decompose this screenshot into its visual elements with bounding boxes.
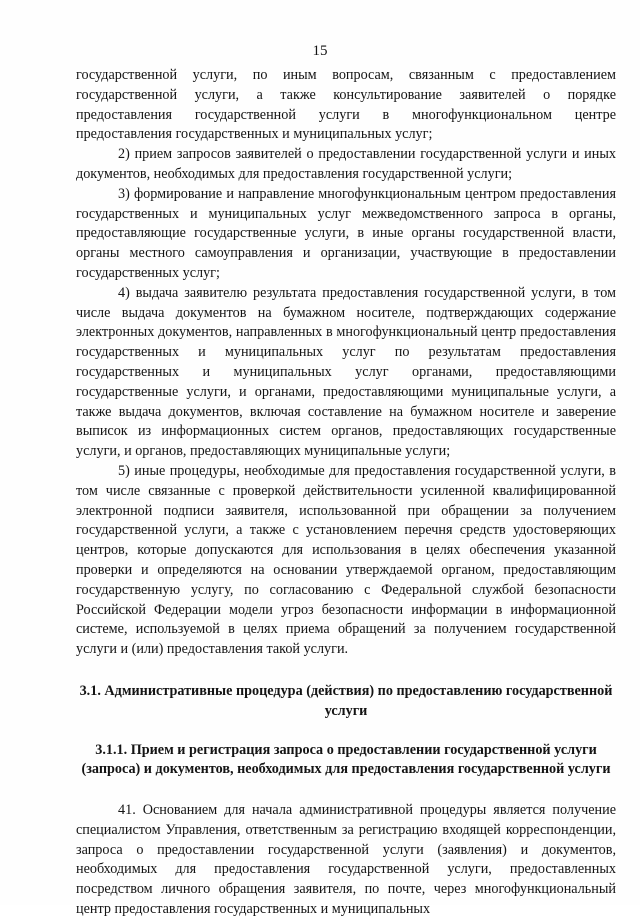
document-body: [76, 66, 616, 920]
list-item-4: 4) выдача заявителю результата предоставления государственной услуги, в том числе выдача документов на бумажном носителе, подтверждающих содержание электронных документов, направленных в многофункциональный центр предоставления государственных и муниципальных услуг по результатам предоставления государственных и муниципальных услуг органами, предоставляющими государственные услуги, и органами, предоставляющими муниципальные услуги, а также выдача документов, включая составление на бумажном носителе и заверение выписок из информационных систем органов, предоставляющих государственные услуги, и органов, предоставляющих муниципальные услуги;: [76, 284, 616, 460]
section-heading-3-1: 3.1. Административные процедура (действия) по предоставлению государственной услуги: [79, 682, 613, 719]
page-number: 15: [312, 43, 328, 59]
list-item-2: 2) прием запросов заявителей о предоставлении государственной услуги и иных документов, необходимых для предоставления государственной услуги;: [76, 146, 616, 182]
list-item-3: 3) формирование и направление многофункциональным центром предоставления государственных и муниципальных услуг межведомственного запроса в органы, предоставляющие государственные услуги, в иные органы государственной власти, органы местного самоуправления и организации, участвующие в предоставлении государственных услуг;: [76, 185, 616, 281]
list-item-5: 5) иные процедуры, необходимые для предоставления государственной услуги, в том числе связанные с проверкой действительности усиленной квалифицированной электронной подписи заявителя, использованной при обращении за получением государственной услуги, а также с установлением перечня средств удостоверяющих центров, которые допускаются для использования в целях обеспечения указанной проверки и определяются на основании утверждаемой органом, предоставляющим государственную услугу, по согласованию с Федеральной службой безопасности Российской Федерации модели угроз безопасности информации в информационной системе, используемой в целях приема обращений за получением государственной услуги и (или) предоставления такой услуги.: [76, 462, 616, 658]
section-heading-3-1-1: 3.1.1. Прием и регистрация запроса о предоставлении государственной услуги (запроса) и документов, необходимых для предоставления государственной услуги: [81, 741, 611, 778]
paragraph-41: 41. Основанием для начала административной процедуры является получение специалистом Управления, ответственным за регистрацию входящей корреспонденции, запроса о предоставлении государственной услуги (заявления) и документов, необходимых для предоставления государственной услуги, предоставленных посредством личного обращения заявителя, по почте, через многофункциональный центр предоставления государственных и муниципальных: [76, 802, 616, 918]
paragraph-continuation: государственной услуги, по иным вопросам, связанным с предоставлением государственной услуги, а также консультирование заявителей о порядке предоставления государственной услуги в многофункциональном центре предоставления государственных и муниципальных услуг;: [76, 67, 616, 143]
